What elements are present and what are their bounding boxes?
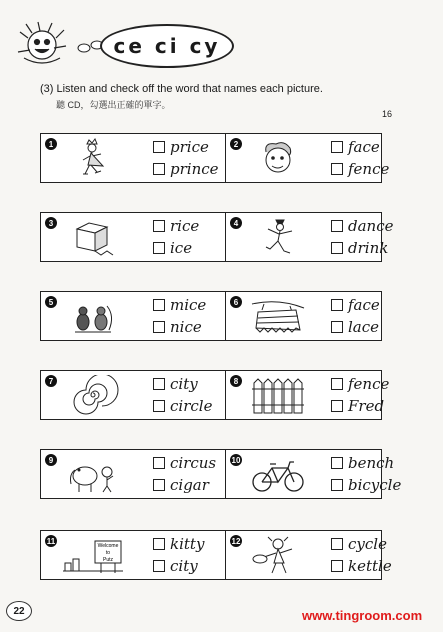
option-word: Fred [348,397,385,415]
answer-option[interactable] [331,376,389,392]
face-icon [248,138,308,178]
checkbox[interactable] [153,163,165,175]
exercise-item [226,531,392,579]
answer-option[interactable] [153,297,206,313]
checkbox[interactable] [153,299,165,311]
page-number: 22 [6,601,32,621]
exercise-row [40,370,390,420]
exercise-item [41,531,225,579]
answer-option[interactable] [331,218,393,234]
checkbox[interactable] [331,141,343,153]
exercise-row [40,133,390,183]
option-word: bench [348,454,395,472]
answer-option[interactable] [331,398,384,414]
item-number: 5 [45,296,57,308]
exercise-row [40,212,394,262]
option-word: rice [170,217,200,235]
title-bubble [100,24,234,68]
exercise-item [226,292,381,340]
item-number: 10 [231,455,241,465]
option-word: kitty [170,535,205,553]
answer-option[interactable] [153,161,219,177]
checkbox[interactable] [153,457,165,469]
item-number: 2 [230,138,242,150]
item-number: 12 [231,536,241,546]
instruction-chinese: 聽 CD，勾選出正確的單字。 [56,100,171,110]
item-number: 6 [230,296,242,308]
exercise-item [226,450,402,498]
item-number: 1 [45,138,57,150]
answer-option[interactable] [331,240,388,256]
checkbox[interactable] [153,321,165,333]
option-word: circus [170,454,217,472]
checkbox[interactable] [331,560,343,572]
answer-option[interactable] [331,319,379,335]
answer-option[interactable] [331,139,380,155]
city-sign-icon [61,535,125,575]
checkbox[interactable] [331,479,343,491]
answer-option[interactable] [331,477,401,493]
item-number: 7 [45,375,57,387]
option-word: kettle [348,557,392,575]
exercise-item [41,371,225,419]
answer-option[interactable] [153,218,199,234]
checkbox[interactable] [153,400,165,412]
option-word: cigar [170,476,209,494]
option-word: ice [170,239,193,257]
option-word: city [170,375,198,393]
checkbox[interactable] [153,538,165,550]
checkbox[interactable] [331,457,343,469]
mice-icon [61,296,125,336]
item-number: 9 [45,454,57,466]
sign-line: Welcome [97,543,119,549]
answer-option[interactable] [153,376,198,392]
lace-icon [248,296,308,336]
answer-option[interactable] [153,536,204,552]
checkbox[interactable] [153,141,165,153]
answer-option[interactable] [331,455,394,471]
dancing-figure-icon [248,217,308,257]
item-number: 11 [46,536,56,546]
exercise-row [40,449,402,499]
checkbox[interactable] [331,299,343,311]
exercise-row [40,291,382,341]
item-number: 3 [45,217,57,229]
exercise-item [226,134,390,182]
sign-line: Putz [102,557,114,563]
exercise-item [226,213,394,261]
option-word: fence [348,375,390,393]
checkbox[interactable] [331,321,343,333]
king-figure-icon [61,138,125,178]
fence-icon [248,375,308,415]
option-word: nice [170,318,202,336]
website-url[interactable]: www.tingroom.com [302,608,423,623]
spiral-icon [61,375,125,415]
option-word: drink [348,239,389,257]
option-word: cycle [348,535,387,553]
page-title: ce ci cy [113,34,221,58]
bicycle-icon [248,454,308,494]
checkbox[interactable] [153,242,165,254]
option-word: lace [348,318,380,336]
answer-option[interactable] [153,319,202,335]
option-word: city [170,557,198,575]
sign-line: to [105,550,111,556]
answer-option[interactable] [331,161,389,177]
answer-option[interactable] [153,455,216,471]
answer-option[interactable] [153,477,209,493]
option-word: mice [170,296,207,314]
checkbox[interactable] [153,220,165,232]
checkbox[interactable] [331,378,343,390]
exercise-item [41,134,225,182]
checkbox[interactable] [153,479,165,491]
answer-option[interactable] [331,297,380,313]
exercise-item [41,450,225,498]
answer-option[interactable] [153,398,212,414]
checkbox[interactable] [331,220,343,232]
exercise-item [41,213,225,261]
answer-option[interactable] [153,240,192,256]
option-word: prince [170,160,219,178]
checkbox[interactable] [331,163,343,175]
option-word: bicycle [348,476,402,494]
option-word: fence [348,160,390,178]
exercise-item [226,371,390,419]
checkbox[interactable] [153,560,165,572]
checkbox[interactable] [153,378,165,390]
answer-option[interactable] [153,558,198,574]
checkbox[interactable] [331,242,343,254]
instruction-english: (3) Listen and check off the word that names each picture. [40,83,323,95]
answer-option[interactable] [153,139,209,155]
checkbox[interactable] [331,400,343,412]
item-number: 8 [230,375,242,387]
circus-animals-icon [61,454,125,494]
option-word: face [348,138,380,156]
option-word: price [170,138,209,156]
answer-option[interactable] [331,536,387,552]
option-word: dance [348,217,394,235]
ice-block-icon [61,217,125,257]
mascot-icon [10,18,80,70]
exercise-item [41,292,225,340]
track-number: 16 [382,109,393,119]
option-word: circle [170,397,213,415]
checkbox[interactable] [331,538,343,550]
item-number: 4 [230,217,242,229]
answer-option[interactable] [331,558,392,574]
exercise-row [40,530,392,580]
option-word: face [348,296,380,314]
girl-kettle-icon [248,535,308,575]
